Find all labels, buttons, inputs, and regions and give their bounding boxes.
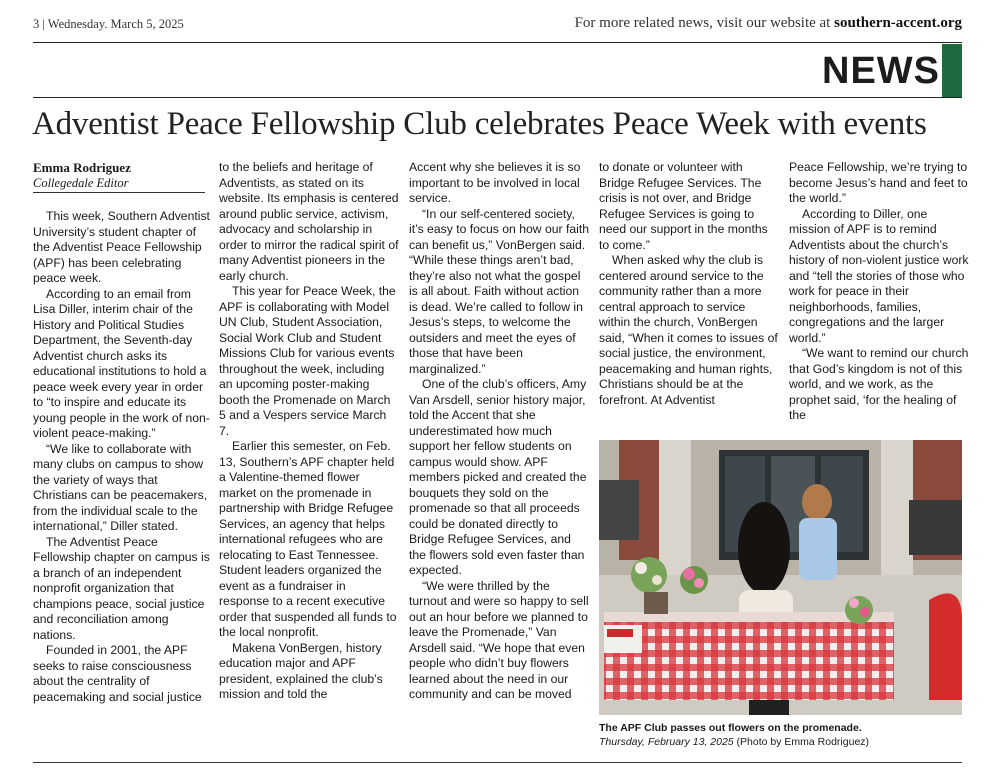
article-paragraph: Peace Fellowship, we’re trying to become Jesus’s hand and feet to the world.” [789,160,968,205]
website-promo-text: For more related news, visit our website at [574,15,835,31]
section-accent-bar [942,44,962,98]
article-paragraph: “In our self-centered society, it’s easy to focus on how our faith can benefit us,” VonBergen said. “While these things aren’t bad, they’re also not what the gospel is all about. Faith without action is dead. We’re called to follow in Jesus’s steps, to welcome the outsiders and meet the eyes of those that have been marginalized.” [409,206,589,376]
website-promo [575,15,962,32]
byline-author: Emma Rodriguez [33,160,131,175]
article-paragraph: Makena VonBergen, history education major and APF president, explained the club’s mission and told the [219,640,383,701]
article-headline: Adventist Peace Fellowship Club celebrates Peace Week with events [32,106,927,142]
article-column-4 [599,160,779,408]
bottom-rule [33,762,962,763]
article-paragraph: “We were thrilled by the turnout and were so happy to sell out an hour before we planned to leave the Promenade,” Van Arsdell said. “We hope that even people who didn’t buy flowers learned about the need in our community and can be moved [409,578,589,701]
article-paragraph: According to an email from Lisa Diller, interim chair of the History and Political Studies Department, the Seventh-day Adventist church asks its educational institutions to hold a peace week every year in order to “to inspire and educate its young people in the work of non-violent peace-making.” [33,286,210,440]
caption-text: The APF Club passes out flowers on the promenade. [599,722,862,734]
section-rule [33,97,962,98]
article-paragraph: to donate or volunteer with Bridge Refugee Services. The crisis is not over, and Bridge Refugee Services is going to need our support in the months to come.” [599,160,768,252]
article-paragraph: When asked why the club is centered around service to the community rather than a more central approach to service within the church, VonBergen said, “When it comes to issues of social justice, the environment, peacemaking and human rights, Christians should be at the forefront. At Adventist [599,253,778,407]
byline-title: Collegedale Editor [33,176,205,193]
article-paragraph: According to Diller, one mission of APF is to remind Adventists about the church’s history of non-violent justice work and “tell the stories of those who work for peace in their neighborhoods, families, congregations and the larger world.” [789,206,969,345]
top-bar [33,14,962,40]
article-paragraph: One of the club’s officers, Amy Van Arsdell, senior history major, told the Accent that she underestimated how much support her fellow students on campus would show. APF members picked and created the bouquets they sold on the promenade so that all proceeds could be donated directly to Bridge Refugee Services, and the flowers sold even faster than expected. [409,377,587,577]
article-paragraph: This week, Southern Adventist University’s student chapter of the Adventist Peace Fellowship (APF) has been celebrating peace week. [33,209,210,285]
article-column-3 [409,160,589,703]
article-photo [599,440,962,715]
section-label: NEWS [822,50,940,92]
article-paragraph: “We want to remind our church that God’s kingdom is not of this world, and we work, as the prophet said, ‘for the healing of the [789,346,969,422]
article-paragraph: Accent why she believes it is so important to be involved in local service. [409,160,581,205]
article-paragraph: to the beliefs and heritage of Adventists, as stated on its website. Its emphasis is centered around public service, activism, advocacy and scholarship in order to mirror the radical spirit of many Adventist pioneers in the early church. [219,160,399,283]
top-rule [33,42,962,43]
article-paragraph: Founded in 2001, the APF seeks to raise consciousness about the centrality of peacemaking and social justice [33,643,202,704]
article-paragraph: This year for Peace Week, the APF is collaborating with Model UN Club, Student Association, Social Work Club and Student Missions Club for various events throughout the week, including an upcoming poster-making booth the Promenade on March 5 and a Vespers service March 7. [219,284,396,438]
caption-date: Thursday, February 13, 2025 [599,735,734,748]
website-link[interactable]: southern-accent.org [834,15,962,31]
article-paragraph: Earlier this semester, on Feb. 13, Southern’s APF chapter held a Valentine-themed flower market on the promenade in partnership with Bridge Refugee Services, an agency that helps international refugees who are relocating to East Tennessee. Student leaders organized the event as a fundraiser in response to a recent executive order that suspended all funds to the local nonprofit. [219,439,397,639]
page-folio: 3 | Wednesday. March 5, 2025 [33,17,184,31]
article-paragraph: The Adventist Peace Fellowship chapter on campus is a branch of an independent nonprofit organization that champions peace, social justice and reconciliation among nations. [33,534,210,642]
article-column-1 [33,160,213,705]
article-column-2 [219,160,399,703]
flower-market-photo [599,440,962,715]
article-column-5 [789,160,969,424]
caption-credit: (Photo by Emma Rodriguez) [733,735,870,748]
photo-caption [599,722,969,749]
article-paragraph: “We like to collaborate with many clubs on campus to show the variety of ways that Christians can be peacemakers, from the individual scale to the international,” Diller stated. [33,441,208,533]
